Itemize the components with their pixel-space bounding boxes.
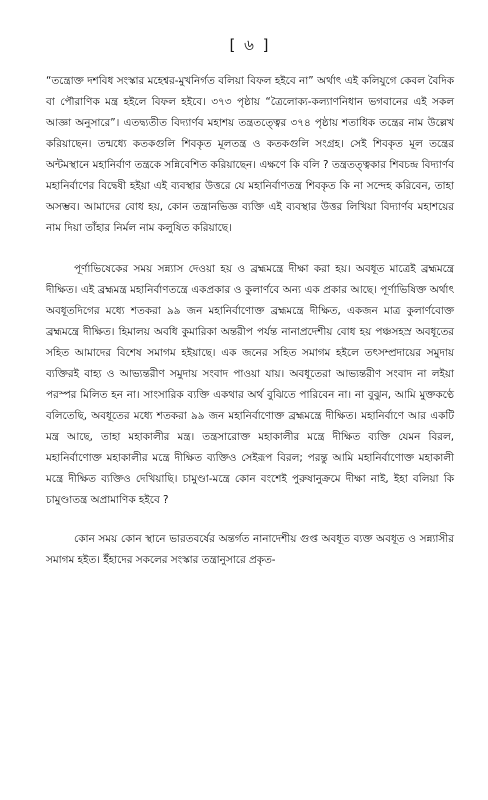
paragraph-avadhut-gathering: কোন সময় কোন স্থানে ভারতবর্ষের অন্তর্গত নানাদেশীয় গুপ্ত অবধূত ব্যক্ত অবধূত ও সন্ন্যাসীর সমাগম হইত। ইঁহাদের সকলের সংস্কার তন্ত্রানুসারে প্রকৃত-: [46, 533, 454, 566]
page-number: [ ৬ ]: [229, 36, 271, 54]
paragraph-tantra-debate: “তন্ত্রোক্ত দশবিধ সংস্কার মহেশ্বর-মুখনির্গত বলিয়া বিফল হইবে না” অর্থাৎ এই কলিযুগে কেবল বৈদিক বা পৌরাণিক মন্ত্র হইলে বিফল হইবে। ৩৭৩ পৃষ্ঠায় “ত্রৈলোক্য-কল্যাণনিধান ভগবানের এই সকল আজ্ঞা অনুসারে”। এতদ্ব্যতীত বিদ্যার্ণব মহাশয় তন্ত্রতত্ত্বের ৩৭৪ পৃষ্ঠায় শতাধিক তন্ত্রের নাম উল্লেখ করিয়াছেন। তন্মধ্যে কতকগুলি শিবকৃত মূলতন্ত্র ও কতকগুলি সংগ্রহ। সেই শিবকৃত মূল তন্ত্রের অন্টমস্থানে মহানির্বাণ তন্ত্রকে সন্নিবেশিত করিয়াছেন। এক্ষণে কি বলি ? তন্ত্রতত্ত্বকার শিবচন্দ্র বিদ্যার্ণব মহানির্বাণের বিদ্বেষী হইয়া এই ব্যবস্থার উত্তরে যে মহানির্বাণতন্ত্র শিবকৃত কি না সন্দেহ করিবেন, তাহা অসম্ভব। আমাদের বোধ হয়, কোন তন্ত্রানভিজ্ঞ ব্যক্তি এই ব্যবস্থার উত্তর লিখিয়া বিদ্যার্ণব মহাশয়ের নাম দিয়া তাঁহার নির্মল নাম কলুষিত করিয়াছে।: [46, 75, 454, 234]
paragraph-purnabhisheka: পূর্ণাভিষেকের সময় সন্ন্যাস দেওয়া হয় ও ব্রহ্মমন্ত্রে দীক্ষা করা হয়। অবধূত মাত্রেই ব্রহ্মমন্ত্রে দীক্ষিত। এই ব্রহ্মমন্ত্র মহানির্বাণতন্ত্রে একপ্রকার ও কুলার্ণবে অন্য এক প্রকার আছে। পূর্ণাভিষিক্ত অর্থাৎ অবধূতদিগের মধ্যে শতকরা ৯৯ জন মহানির্বাণোক্ত ব্রহ্মমন্ত্রে দীক্ষিত, একজন মাত্র কুলার্ণবোক্ত ব্রহ্মমন্ত্রে দীক্ষিত। হিমালয় অবধি কুমারিকা অন্তরীপ পর্যন্ত নানাপ্রদেশীয় বোধ হয় পঞ্চসহস্র অবধূতের সহিত আমাদের বিশেষ সমাগম হইয়াছে। এক জনের সহিত সমাগম হইলে তৎসম্প্রদায়ের সমুদায় ব্যক্তিরই বাহ্য ও আভ্যন্তরীণ সমুদায় সংবাদ পাওয়া যায়। অবধূতেরা আভ্যন্তরীণ সংবাদ না লইয়া পরস্পর মিলিত হন না। সাংসারিক ব্যক্তি একথার অর্থ বুঝিতে পারিবেন না। না বুঝুন, আমি মুক্তকণ্ঠে বলিতেছি, অবধূতের মধ্যে শতকরা ৯৯ জন মহানির্বাণোক্ত ব্রহ্মমন্ত্রে দীক্ষিত। মহানির্বাণে আর একটি মন্ত্র আছে, তাহা মহাকালীর মন্ত্র। তন্ত্রসারোক্ত মহাকালীর মন্ত্রে দীক্ষিত ব্যক্তি যেমন বিরল, মহানির্বাণোক্ত মহাকালীর মন্ত্রে দীক্ষিত ব্যক্তিও সেইরূপ বিরল; পরন্তু আমি মহানির্বাণোক্ত মহাকালী মন্ত্রে দীক্ষিত ব্যক্তিও দেখিয়াছি। চামুণ্ডা-মন্ত্রে কোন বংশেই পুরুষানুক্রমে দীক্ষা নাই, ইহা বলিয়া কি চামুণ্ডাতন্ত্র অপ্রামাণিক হইবে ?: [46, 263, 454, 506]
